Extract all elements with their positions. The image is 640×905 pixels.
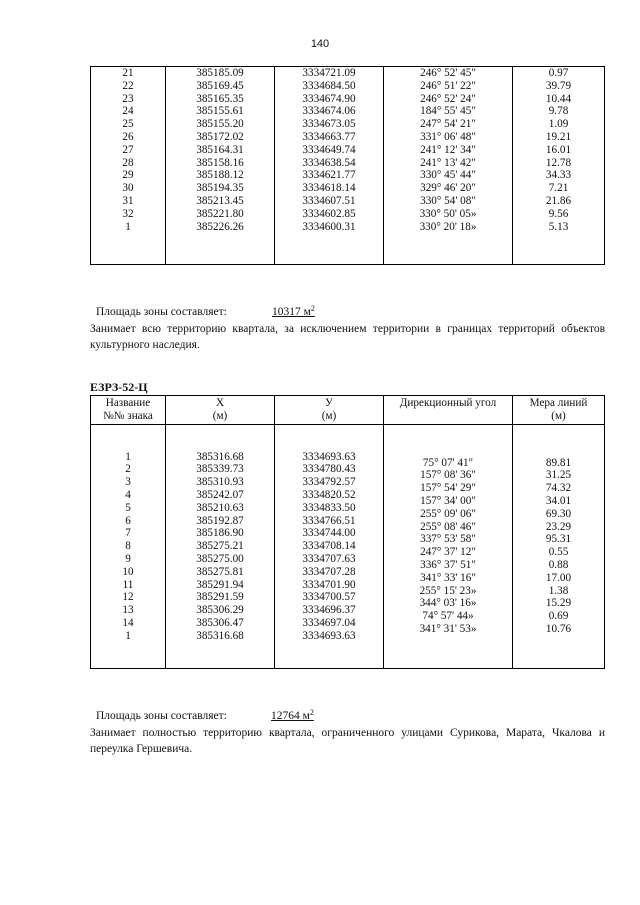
angles-value: 337° 53' 58"	[420, 533, 476, 546]
measures-value: 0.55	[548, 546, 569, 559]
table-cell: 1	[91, 221, 166, 234]
table-cell: 3334674.90	[275, 93, 384, 106]
table-row	[91, 182, 605, 195]
header-x: Х (м)	[166, 396, 275, 425]
table-cell: 3334684.50	[275, 80, 384, 93]
y-value: 3334820.52	[302, 488, 356, 501]
points-value: 7	[125, 527, 131, 540]
area-value-2	[271, 708, 314, 722]
table-cell: 385158.16	[166, 157, 275, 170]
table-cell: 31	[91, 195, 166, 208]
y-value: 3334693.63	[302, 629, 356, 642]
table-row	[91, 93, 605, 106]
y-value: 3334696.37	[302, 604, 356, 617]
table-row	[91, 195, 605, 208]
y-value: 3334693.63	[302, 450, 356, 463]
measures-value: 95.31	[545, 533, 572, 546]
header-point-name: Название №№ знака	[91, 396, 166, 425]
angles-value: 341° 33' 16"	[420, 571, 476, 584]
table-cell: 184° 55' 45"	[384, 105, 513, 118]
table-cell: 3334618.14	[275, 182, 384, 195]
page-number: 140	[310, 38, 330, 50]
area-value-2-text: 12764 м	[271, 710, 310, 722]
measures-value: 89.81	[545, 456, 572, 469]
table-body-row	[91, 424, 605, 668]
table-cell: 385155.20	[166, 118, 275, 131]
table-cell: 385194.35	[166, 182, 275, 195]
table-cell: 3334721.09	[275, 67, 384, 80]
table-cell: 16.01	[513, 144, 605, 157]
table-cell: 385155.61	[166, 105, 275, 118]
points-value: 1	[125, 450, 131, 463]
x-value: 385291.59	[196, 591, 244, 604]
area-label-2: Площадь зоны составляет:	[96, 710, 227, 722]
table-cell: 22	[91, 80, 166, 93]
table-row	[91, 157, 605, 170]
x-value: 385339.73	[196, 463, 244, 476]
y-value: 3334708.14	[302, 540, 356, 553]
table-cell: 385226.26	[166, 221, 275, 234]
table-cell: 385172.02	[166, 131, 275, 144]
area-value-1	[272, 304, 315, 318]
table-row	[91, 208, 605, 221]
table-cell: 385165.35	[166, 93, 275, 106]
table-cell: 0.97	[513, 67, 605, 80]
table-cell: 5.13	[513, 221, 605, 234]
table-cell: 21	[91, 67, 166, 80]
measures-value: 15.29	[545, 597, 572, 610]
measures-value: 0.88	[548, 558, 569, 571]
points-value: 1	[125, 629, 131, 642]
y-value: 3334833.50	[302, 501, 356, 514]
area-label-1: Площадь зоны составляет:	[96, 306, 227, 318]
table-cell: 3334674.06	[275, 105, 384, 118]
table-cell: 331° 06' 48"	[384, 131, 513, 144]
angles-value: 157° 54' 29"	[420, 482, 476, 495]
table-cell: 247° 54' 21"	[384, 118, 513, 131]
header-y: У (м)	[275, 396, 384, 425]
points-value: 8	[125, 540, 131, 553]
table-cell: 39.79	[513, 80, 605, 93]
y-value: 3334707.28	[302, 565, 356, 578]
measures-value: 23.29	[545, 520, 572, 533]
angles-value: 247° 37' 12"	[420, 546, 476, 559]
x-value: 385310.93	[196, 476, 244, 489]
table-cell: 19.21	[513, 131, 605, 144]
measures-value: 69.30	[545, 507, 572, 520]
x-value: 385316.68	[196, 450, 244, 463]
table-cell: 3334638.54	[275, 157, 384, 170]
table-cell: 28	[91, 157, 166, 170]
table-cell: 26	[91, 131, 166, 144]
table-cell: 9.78	[513, 105, 605, 118]
table-cell: 329° 46' 20"	[384, 182, 513, 195]
table-cell: 3334602.85	[275, 208, 384, 221]
angles-value: 341° 31' 53»	[419, 622, 477, 635]
y-value: 3334700.57	[302, 591, 356, 604]
x-value: 385306.29	[196, 604, 244, 617]
y-value: 3334707.63	[302, 552, 356, 565]
measures-value: 31.25	[545, 469, 572, 482]
x-column	[166, 424, 275, 668]
header-line-measure: Мера линий (м)	[513, 396, 605, 425]
x-value: 385306.47	[196, 616, 244, 629]
points-value: 12	[122, 591, 134, 604]
x-value: 385275.00	[196, 552, 244, 565]
angles-value: 336° 37' 51"	[420, 558, 476, 571]
table-cell: 241° 12' 34"	[384, 144, 513, 157]
table-cell: 385221.80	[166, 208, 275, 221]
points-value: 6	[125, 514, 131, 527]
zone-title: ЕЗРЗ-52-Ц	[90, 380, 148, 394]
points-value: 9	[125, 552, 131, 565]
table-cell: 385169.45	[166, 80, 275, 93]
table-cell: 30	[91, 182, 166, 195]
points-value: 2	[125, 463, 131, 476]
table-cell: 9.56	[513, 208, 605, 221]
angles-column	[384, 424, 513, 668]
table-row	[91, 169, 605, 182]
points-value: 13	[122, 604, 134, 617]
table-row	[91, 118, 605, 131]
table-row	[91, 105, 605, 118]
y-column	[275, 424, 384, 668]
table-cell: 1.09	[513, 118, 605, 131]
table-cell: 34.33	[513, 169, 605, 182]
table-cell: 330° 20' 18»	[384, 221, 513, 234]
area-value-1-text: 10317 м	[272, 306, 311, 318]
coordinates-table-body	[91, 67, 605, 265]
y-value: 3334697.04	[302, 616, 356, 629]
measures-value: 0.69	[548, 610, 569, 623]
table-cell: 330° 45' 44"	[384, 169, 513, 182]
points-value: 5	[125, 501, 131, 514]
x-value: 385210.63	[196, 501, 244, 514]
y-value: 3334744.00	[302, 527, 356, 540]
table-row	[91, 80, 605, 93]
x-value: 385275.21	[196, 540, 244, 553]
table-header-row	[91, 396, 605, 425]
table-cell: 330° 54' 08"	[384, 195, 513, 208]
table-cell: 246° 51' 22"	[384, 80, 513, 93]
table-cell: 3334649.74	[275, 144, 384, 157]
x-value: 385192.87	[196, 514, 244, 527]
table-cell: 7.21	[513, 182, 605, 195]
table-padding-row	[91, 233, 605, 265]
table-cell: 246° 52' 24"	[384, 93, 513, 106]
points-value: 14	[122, 616, 134, 629]
table-cell: 246° 52' 45"	[384, 67, 513, 80]
angles-value: 157° 34' 00"	[420, 494, 476, 507]
table-cell: 21.86	[513, 195, 605, 208]
points-value: 11	[122, 578, 134, 591]
y-value: 3334766.51	[302, 514, 356, 527]
angles-value: 255° 08' 46"	[420, 520, 476, 533]
points-value: 10	[122, 565, 134, 578]
x-value: 385186.90	[196, 527, 244, 540]
table-cell: 10.44	[513, 93, 605, 106]
measures-value: 34.01	[545, 494, 572, 507]
coordinates-table-continued	[90, 66, 605, 265]
table-cell: 3334663.77	[275, 131, 384, 144]
table-cell: 12.78	[513, 157, 605, 170]
measures-value: 74.32	[545, 482, 572, 495]
coordinates-table	[90, 395, 605, 669]
x-value: 385291.94	[196, 578, 244, 591]
x-value: 385316.68	[196, 629, 244, 642]
header-direction-angle: Дирекционный угол	[384, 396, 513, 425]
table-cell: 3334600.31	[275, 221, 384, 234]
points-value: 4	[125, 488, 131, 501]
table-cell: 24	[91, 105, 166, 118]
table-cell: 385213.45	[166, 195, 275, 208]
table-row	[91, 131, 605, 144]
y-value: 3334701.90	[302, 578, 356, 591]
table-row	[91, 67, 605, 80]
measures-value: 17.00	[545, 571, 572, 584]
zone-description-2: Занимает полностью территорию квартала, ограниченного улицами Сурикова, Марата, Чкалова и переулка Гершевича.	[90, 727, 605, 755]
table-cell: 385185.09	[166, 67, 275, 80]
table-cell: 3334673.05	[275, 118, 384, 131]
angles-value: 157° 08' 36"	[420, 469, 476, 482]
table-cell: 27	[91, 144, 166, 157]
table-cell: 23	[91, 93, 166, 106]
angles-value: 255° 09' 06"	[420, 507, 476, 520]
area-unit-exp-2: 2	[309, 708, 314, 717]
y-value: 3334792.57	[302, 476, 356, 489]
table-cell: 330° 50' 05»	[384, 208, 513, 221]
table-cell: 385188.12	[166, 169, 275, 182]
x-value: 385275.81	[196, 565, 244, 578]
table-cell: 3334607.51	[275, 195, 384, 208]
table-cell: 3334621.77	[275, 169, 384, 182]
angles-value: 75° 07' 41"	[422, 456, 474, 469]
x-value: 385242.07	[196, 488, 244, 501]
table-cell: 385164.31	[166, 144, 275, 157]
table-row	[91, 221, 605, 234]
area-unit-exp-1: 2	[310, 304, 315, 313]
measures-value: 10.76	[545, 622, 572, 635]
table-row	[91, 144, 605, 157]
table-cell: 32	[91, 208, 166, 221]
angles-value: 255° 15' 23»	[419, 584, 477, 597]
table-cell: 29	[91, 169, 166, 182]
table-cell: 241° 13' 42"	[384, 157, 513, 170]
y-value: 3334780.43	[302, 463, 356, 476]
points-column	[91, 424, 166, 668]
zone-description-1: Занимает всю территорию квартала, за исключением территории в границах территорий объектов культурного наследия.	[90, 323, 605, 351]
angles-value: 344° 03' 16»	[419, 597, 477, 610]
measures-column	[513, 424, 605, 668]
table-cell: 25	[91, 118, 166, 131]
measures-value: 1.38	[548, 584, 569, 597]
points-value: 3	[125, 476, 131, 489]
angles-value: 74° 57' 44»	[422, 610, 474, 623]
